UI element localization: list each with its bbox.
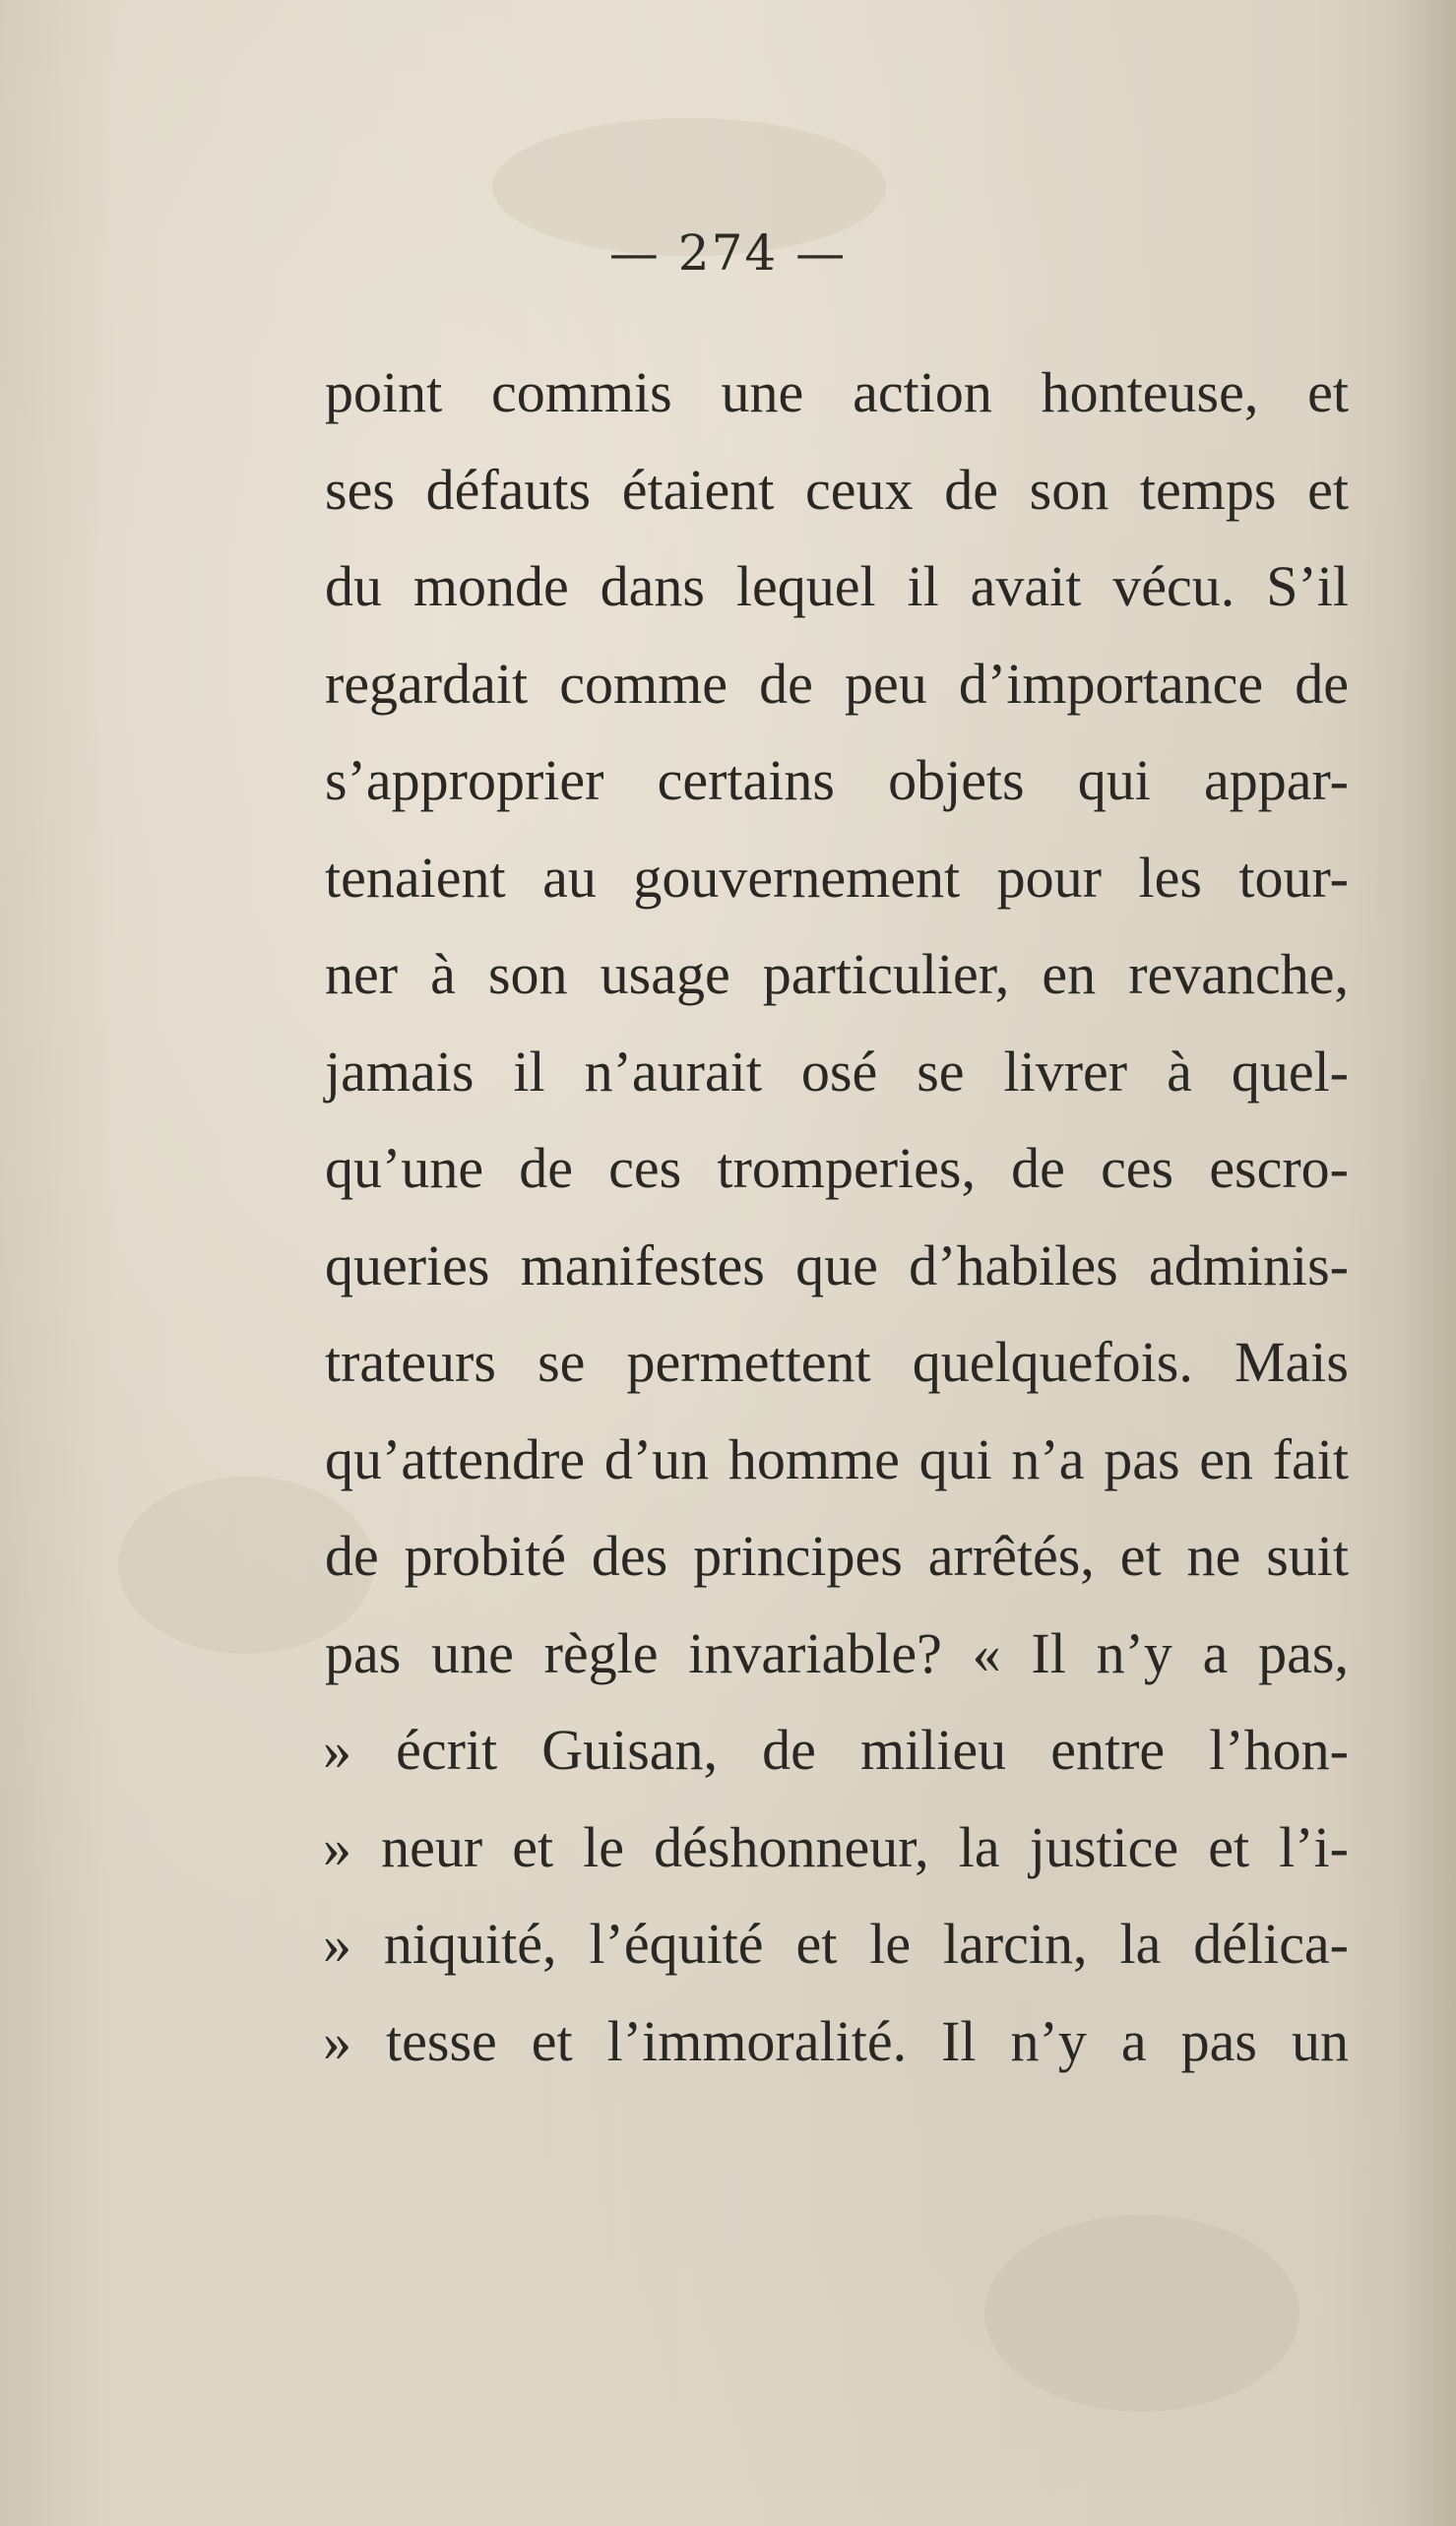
- text-line: ner à son usage particulier, en revanche,: [325, 942, 1349, 1006]
- text-line: » neur et le déshonneur, la justice et l’i-: [323, 1814, 1349, 1879]
- text-line: queries manifestes que d’habiles adminis-: [325, 1232, 1349, 1297]
- text-line: ses défauts étaient ceux de son temps et: [325, 457, 1349, 522]
- text-line: qu’une de ces tromperies, de ces escro-: [325, 1136, 1349, 1200]
- text-line: pas une règle invariable? « Il n’y a pas,: [325, 1620, 1349, 1685]
- page-edge-shadow: [1397, 0, 1456, 2526]
- page-number: — 274 —: [608, 224, 848, 282]
- text-line: » écrit Guisan, de milieu entre l’hon-: [323, 1718, 1349, 1782]
- text-line: s’approprier certains objets qui appar-: [325, 748, 1349, 812]
- text-line: » tesse et l’immoralité. Il n’y a pas un: [323, 2008, 1349, 2073]
- text-line: qu’attendre d’un homme qui n’a pas en fait: [325, 1426, 1349, 1491]
- text-line: trateurs se permettent quelquefois. Mais: [325, 1330, 1349, 1394]
- text-line: » niquité, l’équité et le larcin, la délica-: [323, 1912, 1349, 1976]
- text-line: jamais il n’aurait osé se livrer à quel-: [325, 1039, 1349, 1104]
- body-text: [325, 345, 1349, 2090]
- text-line: de probité des principes arrêtés, et ne suit: [325, 1524, 1349, 1588]
- text-line: regardait comme de peu d’importance de: [325, 651, 1349, 716]
- text-line: tenaient au gouvernement pour les tour-: [325, 845, 1349, 910]
- text-line: point commis une action honteuse, et: [325, 360, 1349, 424]
- text-line: du monde dans lequel il avait vécu. S’il: [325, 554, 1349, 618]
- paper-stain: [984, 2215, 1299, 2412]
